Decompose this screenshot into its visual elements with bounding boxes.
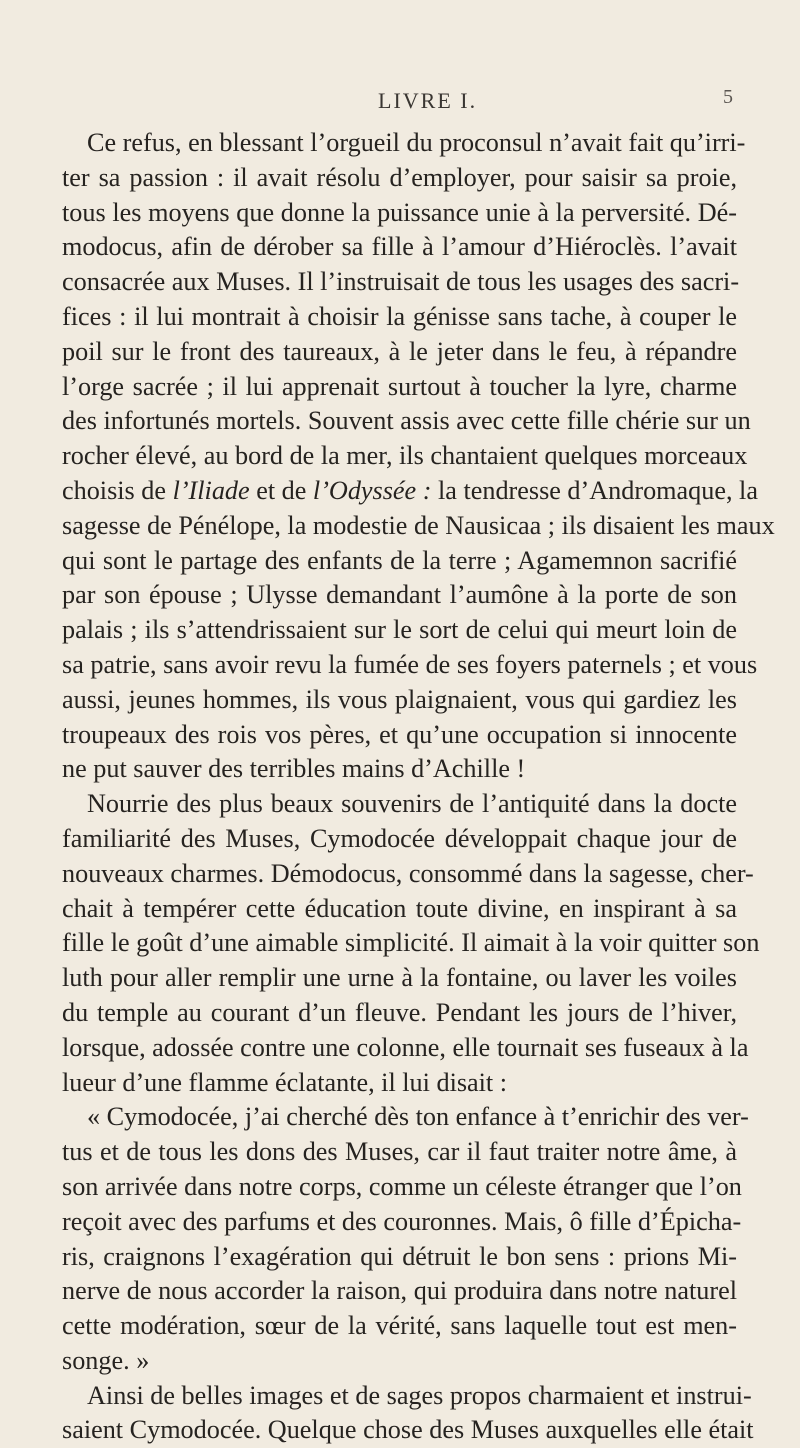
text-line: sagesse de Pénélope, la modestie de Nausicaa ; ils disaient les maux <box>62 510 775 540</box>
text-line: poil sur le front des taureaux, à le jeter dans le feu, à répandre <box>62 336 737 366</box>
text-line: l’orge sacrée ; il lui apprenait surtout à toucher la lyre, charme <box>62 371 737 401</box>
page-number: 5 <box>723 86 733 108</box>
text-fragment: choisis de <box>62 475 173 505</box>
paragraph-3 <box>62 1100 749 1378</box>
text-line: lorsque, adossée contre une colonne, elle tournait ses fuseaux à la <box>62 1032 749 1062</box>
text-line: troupeaux des rois vos pères, et qu’une occupation si innocente <box>62 719 737 749</box>
text-line: lueur d’une flamme éclatante, il lui disait : <box>62 1067 508 1097</box>
text-line-with-titles <box>62 474 758 509</box>
text-line: songe. » <box>62 1345 150 1375</box>
text-line: luth pour aller remplir une urne à la fontaine, ou laver les voiles <box>62 963 737 993</box>
text-line: tous les moyens que donne la puissance unie à la perversité. Dé- <box>62 197 737 227</box>
body-text <box>62 126 775 1448</box>
text-line: ris, craignons l’exagération qui détruit le bon sens : prions Mi- <box>62 1241 737 1271</box>
text-line: aussi, jeunes hommes, ils vous plaignaient, vous qui gardiez les <box>62 684 737 714</box>
text-line: saient Cymodocée. Quelque chose des Muses auxquelles elle était <box>62 1415 754 1445</box>
text-line: par son épouse ; Ulysse demandant l’aumône à la porte de son <box>62 580 737 610</box>
text-line: des infortunés mortels. Souvent assis avec cette fille chérie sur un <box>62 406 751 436</box>
paragraph-4 <box>62 1379 754 1448</box>
text-line: du temple au courant d’un fleuve. Pendant les jours de l’hiver, <box>62 997 737 1027</box>
text-line: nerve de nous accorder la raison, qui produira dans notre naturel <box>62 1276 737 1306</box>
text-line: nouveaux charmes. Démodocus, consommé dans la sagesse, cher- <box>62 858 754 888</box>
text-line: ne put sauver des terribles mains d’Achille ! <box>62 754 526 784</box>
text-line: reçoit avec des parfums et des couronnes. Mais, ô fille d’Épicha- <box>62 1206 742 1236</box>
text-line: qui sont le partage des enfants de la terre ; Agamemnon sacrifié <box>62 545 737 575</box>
text-line: chait à tempérer cette éducation toute divine, en inspirant à sa <box>62 893 737 923</box>
text-line: rocher élevé, au bord de la mer, ils chantaient quelques morceaux <box>62 441 748 471</box>
paragraph-1 <box>62 126 775 787</box>
text-line: palais ; ils s’attendrissaient sur le sort de celui qui meurt loin de <box>62 615 737 645</box>
text-line: modocus, afin de dérober sa fille à l’amour d’Hiéroclès. l’avait <box>62 232 737 262</box>
text-line: ter sa passion : il avait résolu d’employer, pour saisir sa proie, <box>62 162 737 192</box>
text-line: cette modération, sœur de la vérité, sans laquelle tout est men- <box>62 1311 737 1341</box>
odyssey-title: l’Odyssée : <box>312 475 432 505</box>
text-fragment: et de <box>249 475 313 505</box>
text-line: Ce refus, en blessant l’orgueil du proconsul n’avait fait qu’irri- <box>87 128 746 157</box>
text-line: « Cymodocée, j’ai cherché dès ton enfance à t’enrichir des ver- <box>87 1102 749 1132</box>
paragraph-2 <box>62 787 760 1100</box>
text-line: son arrivée dans notre corps, comme un céleste étranger que l’on <box>62 1171 742 1201</box>
page-header <box>0 88 800 118</box>
text-line: Nourrie des plus beaux souvenirs de l’antiquité dans la docte <box>87 789 737 819</box>
text-line: tus et de tous les dons des Muses, car il faut traiter notre âme, à <box>62 1137 737 1167</box>
text-line: Ainsi de belles images et de sages propos charmaient et instrui- <box>87 1380 752 1410</box>
text-line: familiarité des Muses, Cymodocée développait chaque jour de <box>62 823 737 853</box>
text-line: fices : il lui montrait à choisir la génisse sans tache, à couper le <box>62 301 737 331</box>
text-fragment: la tendresse d’Andromaque, la <box>431 475 758 505</box>
running-title: LIVRE I. <box>378 88 478 113</box>
text-line: consacrée aux Muses. Il l’instruisait de tous les usages des sacri- <box>62 267 740 297</box>
text-line: sa patrie, sans avoir revu la fumée de ses foyers paternels ; et vous <box>62 649 758 679</box>
text-line: fille le goût d’une aimable simplicité. Il aimait à la voir quitter son <box>62 928 760 958</box>
iliad-title: l’Iliade <box>172 475 250 505</box>
